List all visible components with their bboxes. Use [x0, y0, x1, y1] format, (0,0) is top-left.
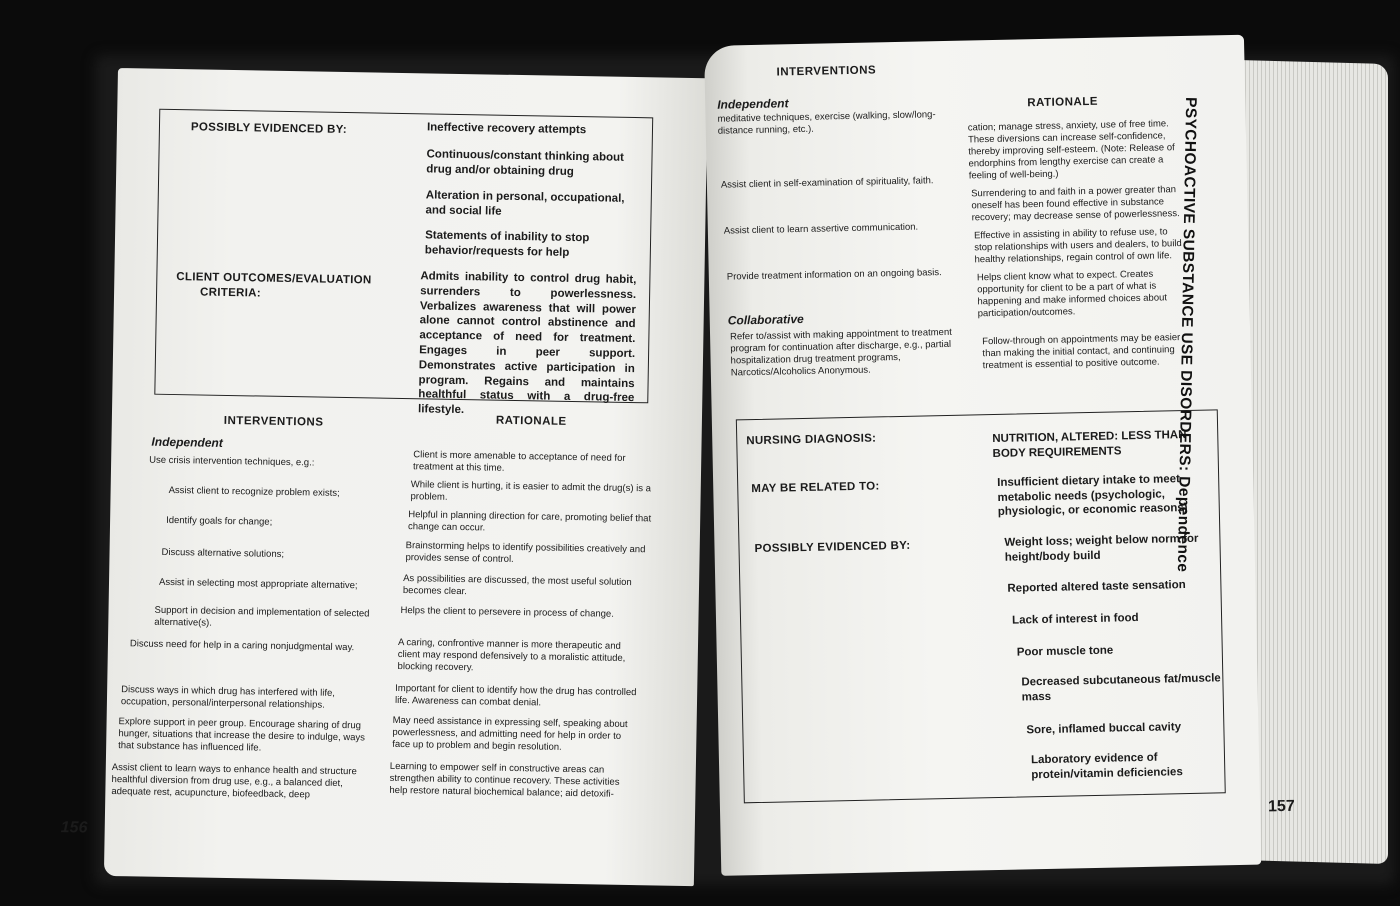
left-intervention: Assist client to learn ways to enhance health and structure healthful diversion from drug use, e.g., a balanced diet, adequate rest, acupuncture, biofeedback, deep — [111, 761, 357, 801]
left-interventions-head: INTERVENTIONS — [223, 414, 324, 429]
left-intervention: Discuss ways in which drug has interfered with life, occupation, personal/interpersonal relationships. — [120, 684, 336, 711]
right-intervention: Refer to/assist with making appointment to treatment program for continuation after discharge, e.g., partial hospitalization drug treatment programs, Narcotics/Alcoholics Anonymous. — [729, 326, 952, 379]
left-rationale-head: RATIONALE — [495, 414, 567, 428]
right-related-value: Insufficient dietary intake to meet metabolic needs (psychologic, physiologic, or economic reasons) — [997, 473, 1188, 518]
right-rationale: cation; manage stress, anxiety, use of free time. These diversions can increase self-confidence, thereby improving self-esteem. (Note: Release of endorphins from lengthy exercise can create a feeling of well-being.) — [967, 118, 1175, 182]
right-evidenced-item: Weight loss; weight below norm for height/body build — [1004, 532, 1199, 564]
right-nd-value: NUTRITION, ALTERED: LESS THAN BODY REQUIREMENTS — [992, 428, 1187, 460]
left-intervention: Discuss need for help in a caring nonjudgmental way. — [129, 638, 355, 654]
right-evidenced-item: Laboratory evidence of protein/vitamin deficiencies — [1030, 751, 1183, 781]
right-evidenced-item: Decreased subcutaneous fat/muscle mass — [1021, 672, 1221, 703]
left-rationale: Client is more amenable to acceptance of need for treatment at this time. — [412, 449, 626, 474]
left-rationale: Important for client to identify how the drug has controlled life. Awareness can combat denial. — [394, 682, 637, 709]
left-evidenced-item: Continuous/constant thinking about drug and/or obtaining drug — [426, 148, 625, 178]
left-evidenced-item: Ineffective recovery attempts — [426, 121, 587, 137]
right-interventions-head: INTERVENTIONS — [776, 64, 877, 79]
left-rationale: Learning to empower self in constructive areas can strengthen ability to continue recovery. These activities help restore natural biochemical balance; aid detoxifi- — [389, 760, 620, 800]
right-page-number: 157 — [1267, 797, 1295, 816]
right-rationale: Follow-through on appointments may be easier than making the initial contact, and continuing treatment is essential to positive outcome. — [982, 332, 1181, 372]
left-evidenced-label: POSSIBLY EVIDENCED BY: — [190, 121, 347, 137]
right-rationale: Surrendering to and faith in a power greater than oneself has been found effective in substance recovery; may decrease sense of powerlessness. — [971, 184, 1180, 224]
left-independent-head: Independent — [151, 434, 223, 450]
left-evidenced-item: Alteration in personal, occupational, and social life — [425, 189, 625, 218]
left-page-number: 156 — [60, 819, 88, 837]
right-evidenced-item: Reported altered taste sensation — [1007, 579, 1186, 595]
right-evidenced-item: Poor muscle tone — [1016, 644, 1114, 659]
right-rationale-head: RATIONALE — [1027, 95, 1099, 110]
left-intervention: Assist in selecting most appropriate alternative; — [158, 576, 358, 592]
right-evidenced-item: Sore, inflamed buccal cavity — [1026, 721, 1182, 737]
left-intervention: Assist client to recognize problem exists; — [168, 484, 340, 499]
right-intervention: Provide treatment information on an ongoing basis. — [726, 267, 942, 283]
right-rationale: Helps client know what to expect. Creates opportunity for client to be a part of what is happening and make informed choices about participation/outcomes. — [976, 268, 1168, 320]
left-outcomes-label-2: CRITERIA: — [199, 286, 262, 300]
right-collaborative-head: Collaborative — [727, 311, 804, 328]
left-rationale: May need assistance in expressing self, speaking about powerlessness, and admitting need for help in order to face up to problem and begin resolution. — [392, 714, 628, 753]
left-outcomes-text: Admits inability to control drug habit, surrenders to powerlessness. Verbalizes awareness that will power alone cannot control abstinence and acceptance of need for treatment. Engages in peer support. Demonstrates active participation in program. Regains and maintains healthful status with a drug-free lifestyle. — [417, 270, 637, 417]
right-evidenced-item: Lack of interest in food — [1011, 612, 1139, 627]
left-outcomes-label: CLIENT OUTCOMES/EVALUATION — [176, 271, 372, 287]
right-nd-label: NURSING DIAGNOSIS: — [746, 432, 877, 448]
left-rationale: Brainstorming helps to identify possibilities creatively and provides sense of control. — [405, 540, 646, 565]
left-intervention: Identify goals for change; — [166, 514, 273, 528]
right-intervention: Assist client in self-examination of spirituality, faith. — [720, 175, 934, 191]
left-intervention: Support in decision and implementation of selected alternative(s). — [154, 604, 370, 629]
left-rationale: As possibilities are discussed, the most useful solution becomes clear. — [402, 573, 632, 598]
left-page — [60, 68, 708, 886]
right-related-label: MAY BE RELATED TO: — [751, 480, 880, 496]
right-diagnosis-box — [736, 409, 1226, 803]
left-rationale: While client is hurting, it is easier to admit the drug(s) is a problem. — [410, 479, 652, 503]
left-rationale: Helps the client to persevere in process of change. — [400, 605, 614, 620]
right-independent-head: Independent — [717, 96, 789, 112]
left-intervention: Explore support in peer group. Encourage sharing of drug hunger, situations that increase the desire to indulge, ways that substance has influenced life. — [118, 716, 366, 754]
left-rationale: A caring, confrontive manner is more therapeutic and client may respond defensively to a moralistic attitude, blocking recovery. — [397, 636, 626, 674]
left-rationale: Helpful in planning direction for care, promoting belief that change can occur. — [407, 509, 652, 534]
side-running-title: PSYCHOACTIVE SUBSTANCE USE DISORDERS: Dependence — [1173, 96, 1200, 573]
left-intervention: Use crisis intervention techniques, e.g.: — [149, 454, 315, 469]
right-rationale: Effective in assisting in ability to refuse use, to stop relationships with users and dealers, to build healthy relationships, regain control of own life. — [973, 226, 1182, 266]
right-evidenced-label: POSSIBLY EVIDENCED BY: — [754, 539, 911, 556]
page-edges — [1238, 60, 1388, 864]
left-intervention: Discuss alternative solutions; — [161, 546, 285, 560]
right-intervention: meditative techniques, exercise (walking, slow/long-distance running, etc.). — [717, 109, 936, 137]
left-evidenced-item: Statements of inability to stop behavior/requests for help — [424, 229, 590, 259]
right-intervention: Assist client to learn assertive communication. — [723, 221, 919, 237]
